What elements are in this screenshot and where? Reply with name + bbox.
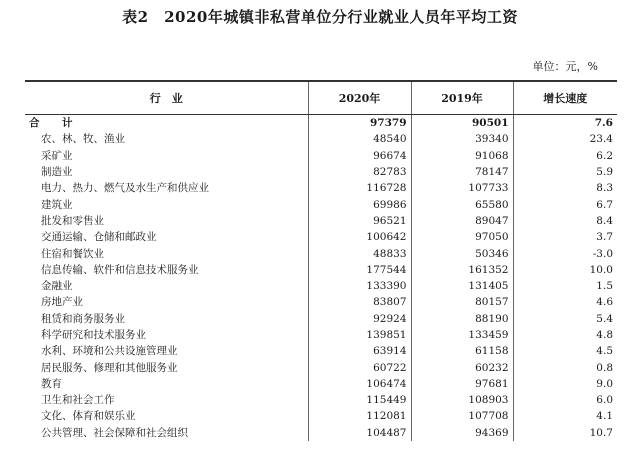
growth-rate-cell: 6.7 <box>513 196 617 212</box>
wage-2020-cell: 69986 <box>308 196 411 212</box>
growth-rate-cell: 23.4 <box>513 131 617 147</box>
table-row <box>25 213 617 229</box>
industry-cell: 卫生和社会工作 <box>41 394 115 407</box>
table-row <box>25 229 617 245</box>
wage-2019-cell: 61158 <box>411 343 513 359</box>
growth-rate-cell: 7.6 <box>513 115 617 132</box>
wage-table-container <box>25 80 617 441</box>
table-row <box>25 376 617 392</box>
industry-cell: 农、林、牧、渔业 <box>41 133 125 146</box>
table-row <box>25 425 617 441</box>
industry-cell: 电力、热力、燃气及水生产和供应业 <box>41 182 209 195</box>
growth-rate-cell: 8.4 <box>513 213 617 229</box>
industry-cell: 房地产业 <box>41 296 83 309</box>
industry-cell: 居民服务、修理和其他服务业 <box>41 361 178 374</box>
table-row <box>25 164 617 180</box>
wage-2020-cell: 106474 <box>308 376 411 392</box>
growth-rate-cell: 4.8 <box>513 327 617 343</box>
wage-2019-cell: 161352 <box>411 262 513 278</box>
table-row <box>25 294 617 310</box>
wage-2019-cell: 97050 <box>411 229 513 245</box>
industry-cell: 科学研究和技术服务业 <box>41 329 146 341</box>
wage-2019-cell: 107708 <box>411 408 513 424</box>
growth-rate-cell: 5.9 <box>513 164 617 180</box>
table-row <box>25 359 617 375</box>
growth-rate-cell: 6.0 <box>513 392 617 408</box>
header-row <box>25 81 617 115</box>
wage-2020-cell: 60722 <box>308 359 411 375</box>
growth-rate-cell: 8.3 <box>513 180 617 196</box>
growth-rate-cell: 6.2 <box>513 148 617 164</box>
wage-2019-cell: 94369 <box>411 425 513 441</box>
growth-rate-cell: -3.0 <box>513 245 617 261</box>
wage-2020-cell: 112081 <box>308 408 411 424</box>
industry-cell: 制造业 <box>41 166 73 179</box>
table-row <box>25 148 617 164</box>
growth-rate-cell: 0.8 <box>513 359 617 375</box>
header-growth-rate: 增长速度 <box>513 81 617 115</box>
table-title: 表2 2020年城镇非私营单位分行业就业人员年平均工资 <box>122 8 518 26</box>
table-body <box>25 115 617 441</box>
wage-2020-cell: 82783 <box>308 164 411 180</box>
wage-2020-cell: 133390 <box>308 278 411 294</box>
industry-cell: 采矿业 <box>41 149 73 162</box>
wage-2020-cell: 97379 <box>308 115 411 132</box>
wage-2019-cell: 50346 <box>411 245 513 261</box>
table-row <box>25 278 617 294</box>
wage-2019-cell: 133459 <box>411 327 513 343</box>
table-row <box>25 327 617 343</box>
wage-2019-cell: 60232 <box>411 359 513 375</box>
table-row <box>25 408 617 424</box>
table-row <box>25 131 617 147</box>
wage-2020-cell: 139851 <box>308 327 411 343</box>
wage-2019-cell: 97681 <box>411 376 513 392</box>
wage-2020-cell: 48540 <box>308 131 411 147</box>
wage-2019-cell: 78147 <box>411 164 513 180</box>
wage-2020-cell: 83807 <box>308 294 411 310</box>
wage-2019-cell: 80157 <box>411 294 513 310</box>
table-row <box>25 245 617 261</box>
wage-2019-cell: 89047 <box>411 213 513 229</box>
industry-cell: 水利、环境和公共设施管理业 <box>41 345 178 358</box>
wage-2020-cell: 96521 <box>308 213 411 229</box>
wage-2020-cell: 92924 <box>308 311 411 327</box>
header-industry: 行 业 <box>25 81 308 115</box>
table-row <box>25 262 617 278</box>
wage-2019-cell: 91068 <box>411 148 513 164</box>
industry-cell: 租赁和商务服务业 <box>41 312 125 325</box>
unit-note: 单位：元，% <box>532 60 598 73</box>
wage-2020-cell: 116728 <box>308 180 411 196</box>
wage-2020-cell: 115449 <box>308 392 411 408</box>
industry-cell: 文化、体育和娱乐业 <box>41 410 136 423</box>
growth-rate-cell: 9.0 <box>513 376 617 392</box>
wage-2020-cell: 100642 <box>308 229 411 245</box>
growth-rate-cell: 5.4 <box>513 311 617 327</box>
growth-rate-cell: 1.5 <box>513 278 617 294</box>
wage-2020-cell: 63914 <box>308 343 411 359</box>
wage-2020-cell: 96674 <box>308 148 411 164</box>
header-year-2020: 2020年 <box>308 81 411 115</box>
wage-2019-cell: 88190 <box>411 311 513 327</box>
wage-2020-cell: 48833 <box>308 245 411 261</box>
industry-cell: 教育 <box>41 377 62 390</box>
total-row <box>25 115 617 132</box>
growth-rate-cell: 4.6 <box>513 294 617 310</box>
wage-2019-cell: 39340 <box>411 131 513 147</box>
wage-2019-cell: 65580 <box>411 196 513 212</box>
industry-cell: 建筑业 <box>41 198 73 211</box>
industry-cell: 公共管理、社会保障和社会组织 <box>41 426 188 439</box>
wage-2019-cell: 90501 <box>411 115 513 132</box>
growth-rate-cell: 3.7 <box>513 229 617 245</box>
wage-2020-cell: 104487 <box>308 425 411 441</box>
table-row <box>25 392 617 408</box>
wage-table <box>25 80 617 441</box>
industry-cell: 信息传输、软件和信息技术服务业 <box>41 263 199 276</box>
wage-2020-cell: 177544 <box>308 262 411 278</box>
growth-rate-cell: 4.5 <box>513 343 617 359</box>
wage-2019-cell: 107733 <box>411 180 513 196</box>
industry-cell: 金融业 <box>41 280 73 293</box>
industry-cell: 住宿和餐饮业 <box>41 247 104 260</box>
wage-2019-cell: 108903 <box>411 392 513 408</box>
table-row <box>25 180 617 196</box>
industry-cell: 合 计 <box>29 117 79 130</box>
table-row <box>25 196 617 212</box>
growth-rate-cell: 4.1 <box>513 408 617 424</box>
wage-2019-cell: 131405 <box>411 278 513 294</box>
growth-rate-cell: 10.7 <box>513 425 617 441</box>
industry-cell: 交通运输、仓储和邮政业 <box>41 231 157 244</box>
growth-rate-cell: 10.0 <box>513 262 617 278</box>
table-row <box>25 311 617 327</box>
industry-cell: 批发和零售业 <box>41 214 104 227</box>
table-header <box>25 81 617 115</box>
header-year-2019: 2019年 <box>411 81 513 115</box>
table-row <box>25 343 617 359</box>
